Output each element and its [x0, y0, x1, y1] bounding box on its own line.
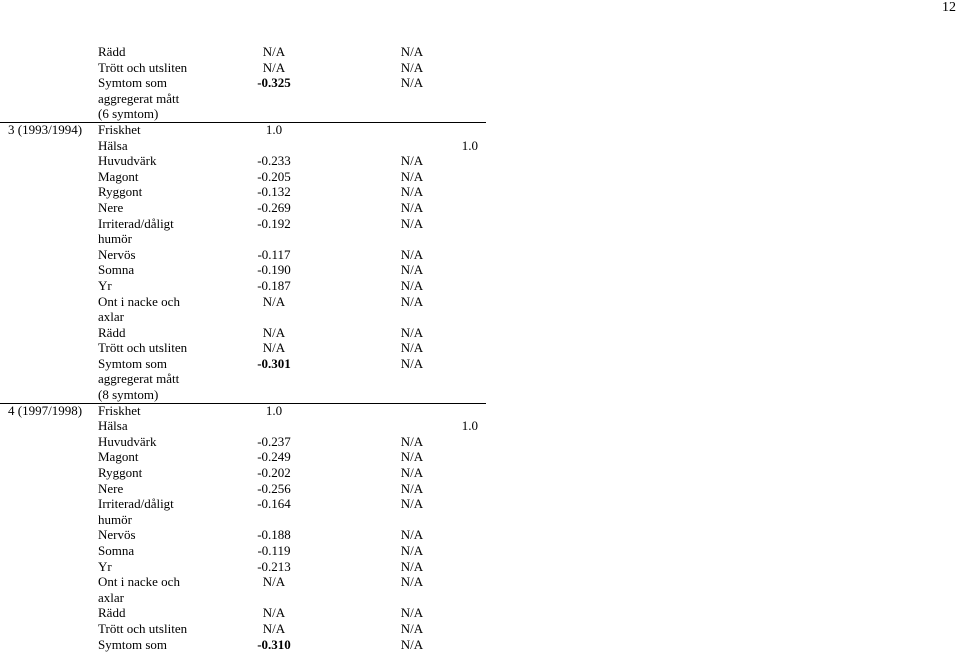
value-column-1: -0.164 [257, 496, 291, 512]
table-row [0, 434, 960, 450]
value-column-2: N/A [400, 44, 424, 59]
table-row [0, 44, 960, 60]
table-row [0, 60, 960, 76]
value-column-1: N/A [262, 605, 286, 621]
value-column-1: N/A [262, 620, 286, 636]
table-row [0, 418, 960, 434]
variable-label: Yr [98, 277, 112, 293]
table-row [0, 75, 960, 91]
value-column-2: N/A [400, 262, 424, 278]
table-row [0, 231, 960, 247]
value-column-2: N/A [400, 355, 424, 371]
value-column-2: N/A [400, 620, 424, 636]
value-column-2: N/A [400, 184, 424, 200]
value-column-2: N/A [400, 199, 424, 215]
table-row [0, 465, 960, 481]
variable-label: Friskhet [98, 402, 141, 418]
value-column-2: N/A [400, 277, 424, 293]
variable-label: Magont [98, 168, 139, 184]
variable-label: Friskhet [98, 121, 141, 137]
variable-label: aggregerat mått [98, 371, 180, 387]
variable-label: Rädd [98, 324, 126, 340]
variable-label: Rädd [98, 605, 126, 621]
variable-label: axlar [98, 589, 124, 605]
value-column-2: N/A [400, 480, 424, 496]
value-column-1: -0.213 [257, 558, 291, 574]
variable-label: Trött och utsliten [98, 620, 188, 636]
table-row [0, 106, 960, 122]
variable-label: Ryggont [98, 465, 143, 481]
value-column-2: N/A [400, 75, 424, 91]
table-row [0, 371, 960, 387]
table-row [0, 138, 960, 154]
variable-label: Irriterad/dåligt [98, 496, 174, 512]
table-row [0, 527, 960, 543]
value-column-1: -0.190 [257, 262, 291, 278]
table-row [0, 637, 960, 653]
variable-label: Rädd [98, 44, 126, 59]
table-row [0, 559, 960, 575]
value-column-2: N/A [400, 246, 424, 262]
variable-label: Ont i nacke och [98, 293, 180, 309]
value-column-1: N/A [262, 324, 286, 340]
table-row [0, 496, 960, 512]
value-column-2: N/A [400, 527, 424, 543]
value-column-2: N/A [400, 433, 424, 449]
value-column-1: -0.256 [257, 480, 291, 496]
page-number: 12 [942, 0, 956, 15]
value-column-1: -0.269 [257, 199, 291, 215]
variable-label: Huvudvärk [98, 153, 157, 169]
table-row [0, 356, 960, 372]
value-column-1: N/A [262, 59, 286, 75]
variable-label: Nere [98, 199, 124, 215]
variable-label: axlar [98, 309, 124, 325]
variable-label: Nere [98, 480, 124, 496]
value-column-1: -0.187 [257, 277, 291, 293]
variable-label: Trött och utsliten [98, 340, 188, 356]
value-column-2: N/A [400, 59, 424, 75]
table-row [0, 543, 960, 559]
value-column-1: N/A [262, 293, 286, 309]
value-column-2: 1.0 [461, 418, 478, 434]
variable-label: Somna [98, 262, 135, 278]
value-column-1: -0.301 [257, 355, 291, 371]
value-column-1: N/A [262, 574, 286, 590]
variable-label: Yr [98, 558, 112, 574]
table-row [0, 278, 960, 294]
value-column-1: -0.202 [257, 465, 291, 481]
table-row [0, 247, 960, 263]
variable-label: Trött och utsliten [98, 59, 188, 75]
table-row [0, 387, 960, 403]
table-row [0, 512, 960, 528]
value-column-1: -0.192 [257, 215, 291, 231]
value-column-2: N/A [400, 168, 424, 184]
table-row [0, 169, 960, 185]
value-column-2: N/A [400, 605, 424, 621]
value-column-1: -0.249 [257, 449, 291, 465]
value-column-1: -0.325 [257, 75, 291, 91]
variable-label: humör [98, 511, 132, 527]
table-row [0, 340, 960, 356]
wave-label: 4 (1997/1998) [8, 402, 83, 418]
value-column-1: -0.119 [257, 543, 291, 558]
variable-label: Symtom som [98, 75, 167, 91]
value-column-2: N/A [400, 340, 424, 356]
value-column-1: 1.0 [265, 121, 283, 137]
variable-label: Magont [98, 449, 139, 465]
variable-label: (6 symtom) [98, 106, 159, 122]
value-column-1: -0.310 [257, 636, 291, 652]
value-column-1: -0.132 [257, 184, 291, 200]
value-column-2: N/A [400, 496, 424, 512]
value-column-2: N/A [400, 324, 424, 340]
variable-label: Ryggont [98, 184, 143, 200]
value-column-2: N/A [400, 449, 424, 465]
value-column-1: N/A [262, 44, 286, 59]
value-column-1: N/A [262, 340, 286, 356]
variable-label: (8 symtom) [98, 387, 159, 403]
value-column-2: N/A [400, 543, 424, 558]
table-row [0, 403, 960, 419]
table-row [0, 91, 960, 107]
value-column-2: N/A [400, 558, 424, 574]
value-column-2: N/A [400, 636, 424, 652]
variable-label: Symtom som [98, 355, 167, 371]
variable-label: Huvudvärk [98, 433, 157, 449]
table-row [0, 294, 960, 310]
variable-label: Symtom som [98, 636, 167, 652]
table-row [0, 481, 960, 497]
table-row [0, 184, 960, 200]
table-row [0, 621, 960, 637]
variable-label: aggregerat mått [98, 90, 180, 106]
variable-label: Nervös [98, 527, 136, 543]
variable-label: Ont i nacke och [98, 574, 180, 590]
variable-label: Hälsa [98, 137, 128, 153]
value-column-2: N/A [400, 574, 424, 590]
value-column-2: 1.0 [461, 137, 478, 153]
value-column-2: N/A [400, 465, 424, 481]
value-column-1: -0.233 [257, 153, 291, 169]
table-row [0, 574, 960, 590]
variable-label: humör [98, 231, 132, 247]
value-column-2: N/A [400, 215, 424, 231]
table-row [0, 309, 960, 325]
value-column-1: -0.237 [257, 433, 291, 449]
table-row [0, 122, 960, 138]
table-row [0, 216, 960, 232]
value-column-1: -0.205 [257, 168, 291, 184]
table-row [0, 153, 960, 169]
variable-label: Somna [98, 543, 135, 558]
table-row [0, 325, 960, 341]
variable-label: Nervös [98, 246, 136, 262]
value-column-2: N/A [400, 153, 424, 169]
variable-label: Hälsa [98, 418, 128, 434]
value-column-1: -0.188 [257, 527, 291, 543]
correlation-table [0, 44, 960, 652]
table-row [0, 449, 960, 465]
table-row [0, 200, 960, 216]
value-column-1: -0.117 [257, 246, 291, 262]
value-column-2: N/A [400, 293, 424, 309]
table-row [0, 605, 960, 621]
table-row [0, 590, 960, 606]
variable-label: Irriterad/dåligt [98, 215, 174, 231]
value-column-1: 1.0 [265, 402, 283, 418]
wave-label: 3 (1993/1994) [8, 121, 83, 137]
table-row [0, 262, 960, 278]
